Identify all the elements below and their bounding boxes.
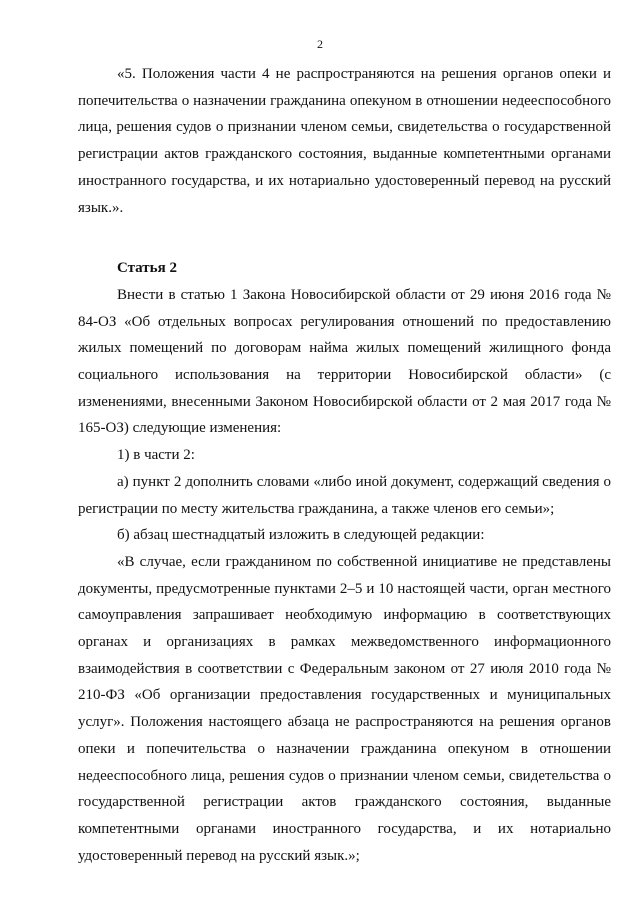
document-body bbox=[78, 61, 611, 869]
paragraph-amendment-part-5: «5. Положения части 4 не распространяются на решения органов опеки и попечительства о назначении гражданина опекуном в отношении недееспособного лица, решения судов о признании членом семьи, свидетельства о государственной регистрации актов гражданского состояния, выданные компетентными органами иностранного государства, и их нотариально удостоверенный перевод на русский язык.». bbox=[78, 66, 611, 216]
paragraph-item-1: 1) в части 2: bbox=[117, 447, 195, 464]
page-number: 2 bbox=[317, 37, 323, 51]
paragraph-new-wording: «В случае, если гражданином по собственной инициативе не представлены документы, предусмотренные пунктами 2–5 и 10 настоящей части, орган местного самоуправления запрашивает необходимую информацию в соответствующих органах и организациях в рамках межведомственного информационного взаимодействия в соответствии с Федеральным законом от 27 июля 2010 года № 210-ФЗ «Об организации предоставления государственных и муниципальных услуг». Положения настоящего абзаца не распространяются на решения органов опеки и попечительства о назначении гражданина опекуном в отношении недееспособного лица, решения судов о признании членом семьи, свидетельства о государственной регистрации актов гражданского состояния, выданные компетентными органами иностранного государства, и их нотариально удостоверенный перевод на русский язык.»; bbox=[78, 553, 611, 864]
paragraph-spacer bbox=[78, 221, 611, 255]
paragraph-subitem-b: б) абзац шестнадцатый изложить в следующей редакции: bbox=[117, 527, 485, 544]
paragraph-article-intro: Внести в статью 1 Закона Новосибирской области от 29 июня 2016 года № 84-ОЗ «Об отдельных вопросах регулирования отношений по предоставлению жилых помещений по договорам найма жилых помещений жилищного фонда социального использования на территории Новосибирской области» (с изменениями, внесенными Законом Новосибирской области от 2 мая 2017 года № 165-ОЗ) следующие изменения: bbox=[78, 286, 611, 437]
paragraph-subitem-a: а) пункт 2 дополнить словами «либо иной документ, содержащий сведения о регистрации по месту жительства гражданина, а также членов его семьи»; bbox=[78, 473, 611, 517]
article-heading: Статья 2 bbox=[117, 260, 177, 277]
